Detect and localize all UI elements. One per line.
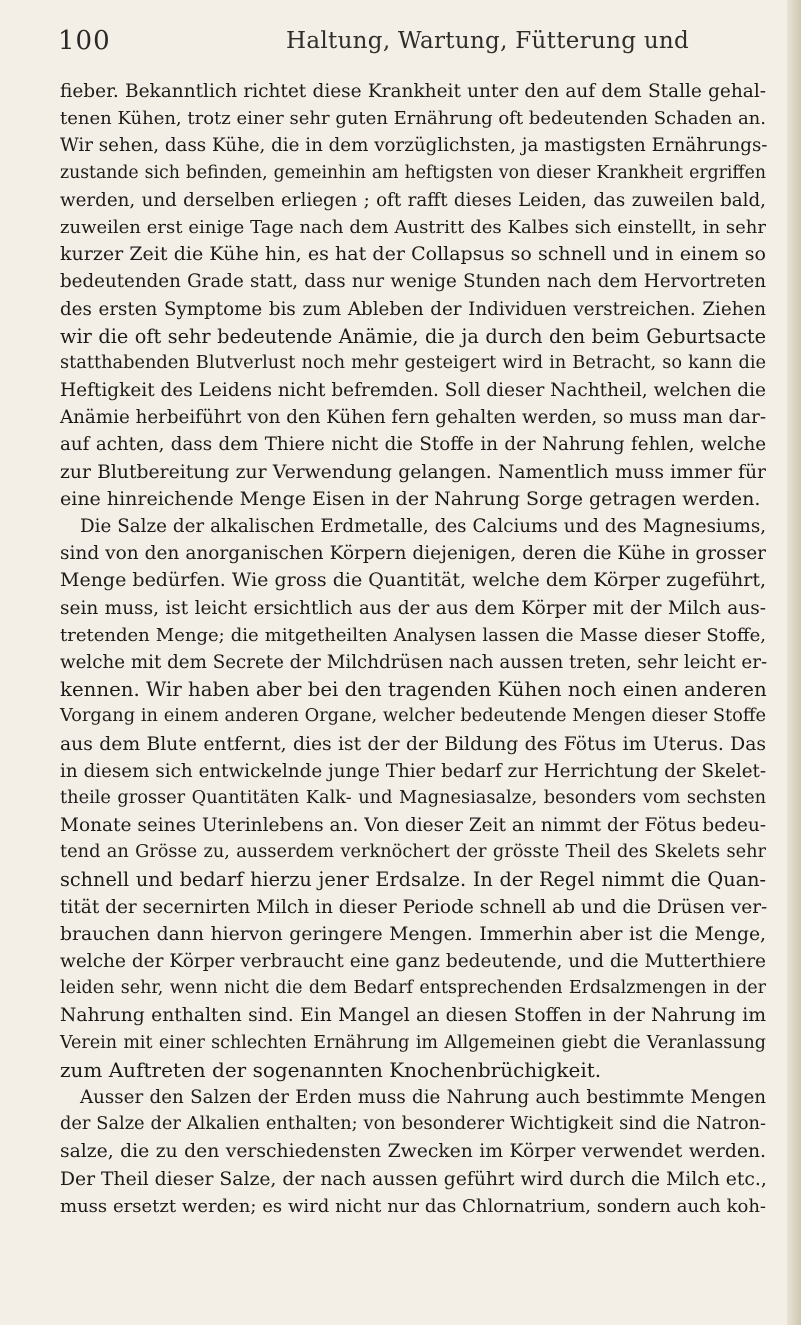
- text-line: fieber. Bekanntlich richtet diese Krankheit unter den auf dem Stalle gehal-: [60, 81, 766, 102]
- text-line: tenen Kühen, trotz einer sehr guten Ernährung oft bedeutenden Schaden an.: [60, 108, 766, 130]
- text-line: tität der secernirten Milch in dieser Periode schnell ab und die Drüsen ver-: [60, 896, 768, 918]
- text-line: tend an Grösse zu, ausserdem verknöchert der grösste Theil des Skelets sehr: [60, 842, 766, 863]
- text-line: des ersten Symptome bis zum Ableben der Individuen verstreichen. Ziehen: [60, 298, 766, 320]
- page-number: 100: [58, 26, 111, 56]
- text-line: der Salze der Alkalien enthalten; von besonderer Wichtigkeit sind die Natron-: [60, 1114, 766, 1135]
- text-line: aus dem Blute entfernt, dies ist der der Bildung des Fötus im Uterus. Das: [60, 733, 766, 755]
- text-line: salze, die zu den verschiedensten Zwecken im Körper verwendet werden.: [60, 1141, 766, 1163]
- text-line: Heftigkeit des Leidens nicht befremden. Soll dieser Nachtheil, welchen die: [60, 380, 766, 402]
- text-line: welche mit dem Secrete der Milchdrüsen nach aussen treten, sehr leicht er-: [60, 651, 768, 673]
- text-line: werden, und derselben erliegen ; oft rafft dieses Leiden, das zuweilen bald,: [60, 189, 766, 211]
- text-line: leiden sehr, wenn nicht die dem Bedarf entsprechenden Erdsalzmengen in der: [60, 978, 766, 999]
- text-line: sind von den anorganischen Körpern diejenigen, deren die Kühe in grosser: [60, 543, 766, 565]
- page-header: [58, 26, 738, 62]
- text-line: Der Theil dieser Salze, der nach aussen geführt wird durch die Milch etc.,: [60, 1168, 767, 1190]
- text-line: Ausser den Salzen der Erden muss die Nahrung auch bestimmte Mengen: [80, 1086, 766, 1108]
- text-line: Anämie herbeiführt von den Kühen fern gehalten werden, so muss man dar-: [60, 407, 766, 429]
- text-line: zur Blutbereitung zur Verwendung gelangen. Namentlich muss immer für: [60, 461, 766, 483]
- text-line: zuweilen erst einige Tage nach dem Austritt des Kalbes sich einstellt, in sehr: [60, 216, 766, 238]
- text-line: sein muss, ist leicht ersichtlich aus der aus dem Körper mit der Milch aus-: [60, 597, 766, 619]
- body-text: [60, 78, 766, 1220]
- text-line: welche der Körper verbraucht eine ganz bedeutende, und die Mutterthiere: [60, 951, 766, 972]
- page-edge-shadow: [787, 0, 801, 1325]
- text-line: Die Salze der alkalischen Erdmetalle, des Calciums und des Magnesiums,: [80, 516, 766, 537]
- text-line: auf achten, dass dem Thiere nicht die Stoffe in der Nahrung fehlen, welche: [60, 434, 766, 456]
- text-line: brauchen dann hiervon geringere Mengen. Immerhin aber ist die Menge,: [60, 923, 766, 945]
- text-line: kurzer Zeit die Kühe hin, es hat der Collapsus so schnell und in einem so: [60, 243, 766, 266]
- text-line: muss ersetzt werden; es wird nicht nur das Chlornatrium, sondern auch koh-: [60, 1195, 766, 1217]
- text-line: wir die oft sehr bedeutende Anämie, die ja durch den beim Geburtsacte: [60, 324, 766, 348]
- text-line: Menge bedürfen. Wie gross die Quantität, welche dem Körper zugeführt,: [60, 569, 766, 592]
- text-line: tretenden Menge; die mitgetheilten Analysen lassen die Masse dieser Stoffe,: [60, 624, 766, 646]
- text-line: zustande sich befinden, gemeinhin am heftigsten von dieser Krankheit ergriffen: [60, 162, 766, 183]
- text-line: Monate seines Uterinlebens an. Von dieser Zeit an nimmt der Fötus bedeu-: [60, 815, 766, 837]
- text-line: theile grosser Quantitäten Kalk- und Magnesiasalze, besonders vom sechsten: [60, 787, 766, 808]
- text-line: Nahrung enthalten sind. Ein Mangel an diesen Stoffen in der Nahrung im: [60, 1005, 766, 1027]
- text-line: schnell und bedarf hierzu jener Erdsalze. In der Regel nimmt die Quan-: [60, 868, 766, 892]
- running-title: Haltung, Wartung, Fütterung und: [286, 28, 690, 54]
- text-line: zum Auftreten der sogenannten Knochenbrüchigkeit.: [60, 1057, 602, 1082]
- text-line: statthabenden Blutverlust noch mehr gesteigert wird in Betracht, so kann die: [60, 352, 766, 373]
- text-line: eine hinreichende Menge Eisen in der Nahrung Sorge getragen werden.: [60, 487, 761, 510]
- text-line: Vorgang in einem anderen Organe, welcher bedeutende Mengen dieser Stoffe: [60, 706, 766, 727]
- text-line: kennen. Wir haben aber bei den tragenden Kühen noch einen anderen: [60, 678, 767, 702]
- text-line: Wir sehen, dass Kühe, die in dem vorzüglichsten, ja mastigsten Ernährungs-: [60, 135, 768, 157]
- text-line: bedeutenden Grade statt, dass nur wenige Stunden nach dem Hervortreten: [60, 271, 766, 293]
- text-line: Verein mit einer schlechten Ernährung im Allgemeinen giebt die Veranlassung: [60, 1032, 766, 1053]
- text-line: in diesem sich entwickelnde junge Thier bedarf zur Herrichtung der Skelet-: [60, 760, 766, 782]
